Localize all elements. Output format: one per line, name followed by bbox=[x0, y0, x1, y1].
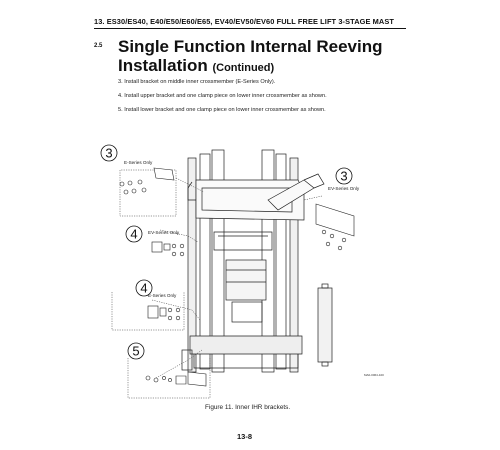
step-5: 5. Install lower bracket and one clamp piece on lower inner crossmember as shown. bbox=[118, 107, 326, 113]
ev-bracket-part bbox=[316, 204, 354, 250]
figure-reference-id: MA0-0064-100 bbox=[364, 373, 384, 377]
callout-5-number: 5 bbox=[132, 343, 140, 359]
callout-3-e-number: 3 bbox=[105, 145, 113, 161]
title-installation: Installation bbox=[118, 56, 208, 75]
callout-4-ev-number: 4 bbox=[130, 226, 138, 242]
clamp-part bbox=[152, 242, 184, 256]
callout-4-ev-label: EV-Series Only bbox=[148, 230, 180, 235]
section-title: Single Function Internal Reeving bbox=[118, 37, 383, 56]
page-number: 13-8 bbox=[237, 432, 253, 441]
callout-4-e-series bbox=[136, 280, 180, 320]
callout-3-e-label: E-Series Only bbox=[124, 160, 153, 165]
bracket-part bbox=[120, 168, 174, 194]
callout-4-e-number: 4 bbox=[140, 280, 148, 296]
callout-3-ev-series bbox=[316, 168, 360, 250]
callout-3-ev-number: 3 bbox=[340, 168, 348, 184]
page-header: 13. ES30/ES40, E40/E50/E60/E65, EV40/EV50/EV60 FULL FREE LIFT 3-STAGE MAST bbox=[94, 17, 394, 26]
title-continued: (Continued) bbox=[212, 62, 275, 74]
callout-4-e-label: E-Series Only bbox=[148, 293, 177, 298]
callout-3-ev-label: EV-Series Only bbox=[328, 186, 360, 191]
bracket-installation-figure bbox=[92, 140, 412, 400]
header-rule bbox=[94, 28, 406, 29]
e-clamp-part bbox=[148, 306, 180, 320]
mast-assembly bbox=[182, 150, 332, 372]
section-number: 2.5 bbox=[94, 43, 103, 49]
step-4: 4. Install upper bracket and one clamp piece on lower inner crossmember as shown. bbox=[118, 93, 327, 99]
figure-caption: Figure 11. Inner IHR brackets. bbox=[205, 404, 291, 411]
step-3: 3. Install bracket on middle inner crossmember (E-Series Only). bbox=[118, 79, 276, 85]
callout-4-ev-series bbox=[126, 226, 184, 256]
lower-bracket-part bbox=[146, 372, 206, 386]
callout-3-e-series bbox=[101, 145, 174, 194]
section-title-line2 bbox=[118, 56, 274, 76]
